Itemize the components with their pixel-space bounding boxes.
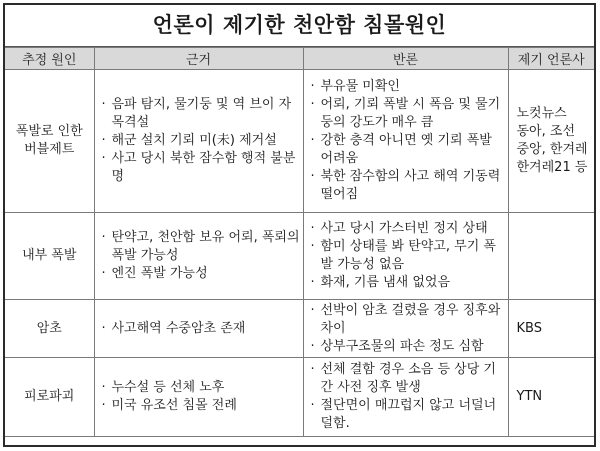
rebuttal-item: · 상부구조물의 파손 정도 심함 [310,338,508,356]
column-header-cause: 추정 원인 [5,48,94,70]
reporters-cell [508,358,594,437]
reporter-name: 동아, 조선 [516,124,575,139]
reporter-name: 노컷뉴스 [516,106,567,121]
cause-text: 피로파괴 [24,389,75,404]
cause-cell [5,358,94,437]
cause-text: 폭발로 인한 [15,124,83,139]
rebuttal-cell [303,70,508,213]
rebuttal-cell [303,300,508,358]
header-row [5,48,594,70]
rebuttal-item: · 화재, 기름 냄새 없었음 [310,274,508,292]
document-frame [3,3,596,447]
evidence-item: · 누수설 등 선체 노후 [101,379,303,397]
evidence-cell [94,70,303,213]
evidence-item: · 탄약고, 천안함 보유 어뢰, 폭뢰의 폭발 가능성 [101,229,303,265]
evidence-item: · 해군 설치 기뢰 미(未) 제거설 [101,132,303,150]
evidence-cell [94,300,303,358]
rebuttal-item: · 어뢰, 기뢰 폭발 시 폭음 및 물기둥의 강도가 매우 큼 [310,96,508,132]
evidence-item: · 미국 유조선 침몰 전례 [101,397,303,415]
column-header-rebuttal: 반론 [303,48,508,70]
cause-text: 버블제트 [24,142,75,157]
causes-table [5,47,594,437]
cause-cell [5,300,94,358]
rebuttal-item: · 부유물 미확인 [310,78,508,96]
cause-text: 내부 폭발 [22,248,77,263]
rebuttal-item: · 선체 결함 경우 소음 등 상당 기간 사전 징후 발생 [310,361,508,397]
table-row [5,358,594,437]
reporters-cell [508,300,594,358]
table-row [5,300,594,358]
evidence-item: · 음파 탐지, 물기둥 및 역 브이 자 목격설 [101,96,303,132]
column-header-reporters: 제기 언론사 [508,48,594,70]
reporter-name: 중앙, 한겨레 [516,142,588,157]
evidence-cell [94,213,303,300]
rebuttal-item: · 선박이 암초 걸렸을 경우 징후와 차이 [310,302,508,338]
rebuttal-item: · 북한 잠수함의 사고 해역 기동력 떨어짐 [310,168,508,204]
rebuttal-cell [303,213,508,300]
evidence-cell [94,358,303,437]
evidence-item: · 사고해역 수중암초 존재 [101,320,303,338]
cause-cell [5,70,94,213]
evidence-item: · 사고 당시 북한 잠수함 행적 불분명 [101,150,303,186]
column-header-evidence: 근거 [94,48,303,70]
reporters-cell [508,70,594,213]
rebuttal-item: · 절단면이 매끄럽지 않고 너덜너덜함. [310,397,508,433]
document-title: 언론이 제기한 천안함 침몰원인 [5,5,594,47]
reporters-cell [508,213,594,300]
table-row [5,70,594,213]
reporter-name: 한겨레21 등 [516,160,588,175]
cause-cell [5,213,94,300]
table-row [5,213,594,300]
rebuttal-item: · 강한 충격 아니면 옛 기뢰 폭발 어려움 [310,132,508,168]
rebuttal-item: · 함미 상태를 봐 탄약고, 무기 폭발 가능성 없음 [310,238,508,274]
rebuttal-cell [303,358,508,437]
rebuttal-item: · 사고 당시 가스터빈 정지 상태 [310,220,508,238]
reporter-name: YTN [516,389,543,404]
evidence-item: · 엔진 폭발 가능성 [101,265,303,283]
reporter-name: KBS [516,320,542,336]
cause-text: 암초 [36,320,62,336]
